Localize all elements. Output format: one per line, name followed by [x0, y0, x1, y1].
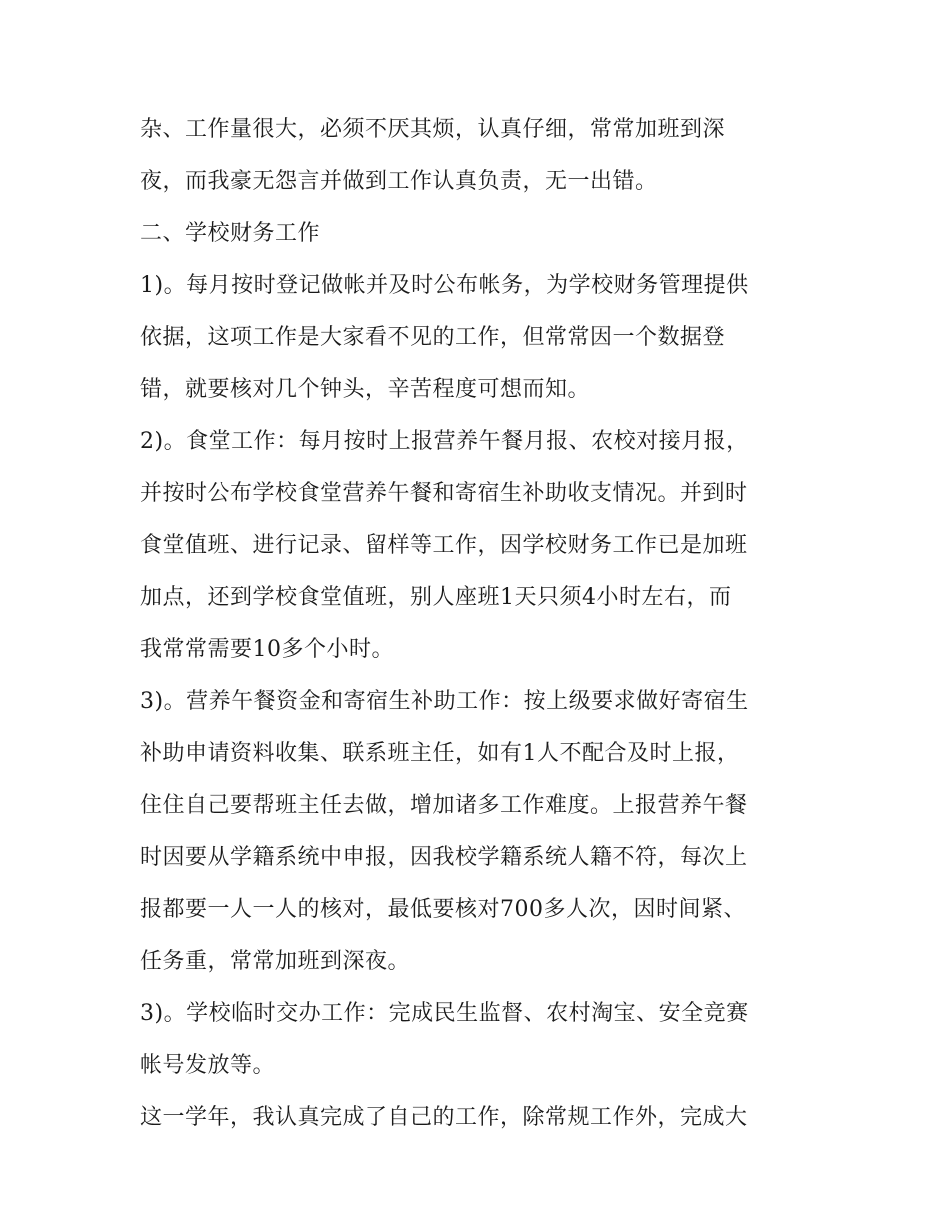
text-line: 我常常需要10多个小时。 — [140, 637, 394, 662]
section-heading: 二、学校财务工作 — [140, 221, 321, 246]
text-line: 补助申请资料收集、联系班主任，如有1人不配合及时上报， — [140, 741, 740, 766]
text-line: 3)。学校临时交办工作：完成民生监督、农村淘宝、安全竞赛 — [140, 1001, 749, 1026]
text-line: 加点，还到学校食堂值班，别人座班1天只须4小时左右，而 — [140, 585, 732, 610]
text-line: 3)。营养午餐资金和寄宿生补助工作：按上级要求做好寄宿生 — [140, 689, 749, 714]
text-line: 住住自己要帮班主任去做，增加诸多工作难度。上报营养午餐 — [140, 793, 748, 818]
document-body — [140, 108, 820, 1148]
text-line: 杂、工作量很大，必须不厌其烦，认真仔细，常常加班到深 — [140, 117, 726, 142]
text-line: 这一学年，我认真完成了自己的工作，除常规工作外，完成大 — [140, 1105, 748, 1130]
text-line: 依据，这项工作是大家看不见的工作，但常常因一个数据登 — [140, 325, 726, 350]
text-line: 2)。食堂工作：每月按时上报营养午餐月报、农校对接月报， — [140, 429, 749, 454]
text-line: 任务重，常常加班到深夜。 — [140, 949, 411, 974]
text-line: 时因要从学籍系统中申报，因我校学籍系统人籍不符，每次上 — [140, 845, 748, 870]
text-line: 报都要一人一人的核对，最低要核对700多人次，因时间紧、 — [140, 897, 746, 922]
text-line: 帐号发放等。 — [140, 1053, 276, 1078]
text-line: 错，就要核对几个钟头，辛苦程度可想而知。 — [140, 377, 591, 402]
text-line: 夜，而我豪无怨言并做到工作认真负责，无一出错。 — [140, 169, 658, 194]
text-line: 并按时公布学校食堂营养午餐和寄宿生补助收支情况。并到时 — [140, 481, 748, 506]
text-line: 食堂值班、进行记录、留样等工作，因学校财务工作已是加班 — [140, 533, 748, 558]
text-line: 1)。每月按时登记做帐并及时公布帐务，为学校财务管理提供 — [140, 273, 749, 298]
